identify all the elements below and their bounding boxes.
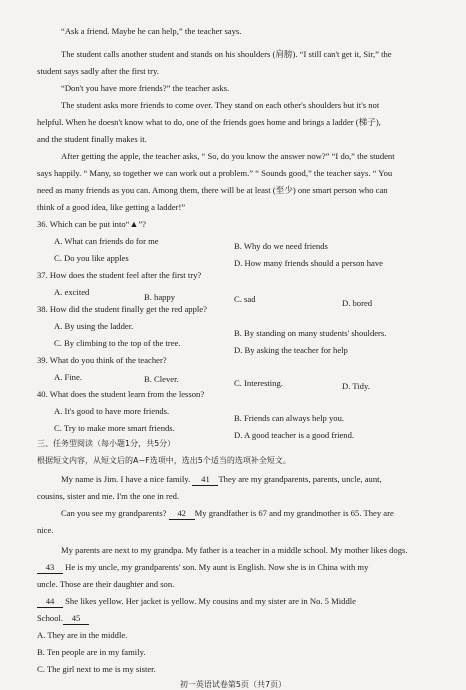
blank-45[interactable]: 45	[63, 613, 89, 625]
passage-line-3: Can you see my grandparents? 42 My grandfather is 67 and my grandmother is 65. They are	[61, 508, 394, 518]
passage-line-2: cousins, sister and me. I'm the one in red.	[37, 491, 180, 501]
story-line-11: think of a good idea, like getting a ladder!”	[37, 202, 186, 212]
story-line-5: The student asks more friends to come over. They stand on each other's shoulders but it's not	[61, 100, 380, 110]
passage-line-4: nice.	[37, 525, 54, 535]
q36-option-a[interactable]: A. What can friends do for me	[54, 236, 159, 246]
passage-line-7: uncle. Those are their daughter and son.	[37, 579, 175, 589]
story-line-10: need as many friends as you can. Among them, there will be at least (至少) one smart person who can	[37, 185, 388, 195]
story-line-8: After getting the apple, the teacher asks, “ So, do you know the answer now?” “I do,” the student	[61, 151, 395, 161]
q40-option-d[interactable]: D. A good teacher is a good friend.	[234, 430, 355, 440]
passage-line-1: My name is Jim. I have a nice family. 41 They are my grandparents, parents, uncle, aunt,	[61, 474, 382, 484]
q38-option-a[interactable]: A. By using the ladder.	[54, 321, 134, 331]
story-line-9: says happily. “ Many, so together we can work out a problem.” “ Sounds good,” the teacher says. “ You	[37, 168, 393, 178]
q37-option-a[interactable]: A. excited	[54, 287, 90, 297]
blank-43[interactable]: 43	[37, 562, 63, 574]
choice-a: A. They are in the middle.	[37, 630, 128, 640]
q39-stem: 39. What do you think of the teacher?	[37, 355, 167, 365]
passage-line-6: 43 He is my uncle, my grandparents' son. My aunt is English. Now she is in China with my	[37, 562, 368, 574]
choice-c: C. The girl next to me is my sister.	[37, 664, 156, 674]
q36-option-d[interactable]: D. How many friends should a person have	[234, 258, 383, 268]
q37-option-d[interactable]: D. bored	[342, 298, 373, 308]
q40-stem: 40. What does the student learn from the lesson?	[37, 389, 205, 399]
q38-option-d[interactable]: D. By asking the teacher for help	[234, 345, 348, 355]
q36-option-b[interactable]: B. Why do we need friends	[234, 241, 328, 251]
section-heading: 三、任务型阅读（每小题1分，共5分）	[37, 439, 176, 448]
story-line-6: helpful. When he doesn't know what to do, one of the friends goes home and brings a ladder (梯子),	[37, 117, 381, 127]
story-line-2: The student calls another student and stands on his shoulders (肩膀). “I still can't get it, Sir,” the	[61, 49, 392, 59]
q39-option-c[interactable]: C. Interesting.	[234, 378, 283, 388]
q36-stem: 36. Which can be put into“▲”?	[37, 219, 146, 229]
passage-line-8: 44 She likes yellow. Her jacket is yellow. My cousins and my sister are in No. 5 Middle	[37, 596, 356, 608]
q38-option-b[interactable]: B. By standing on many students' shoulders.	[234, 328, 387, 338]
q37-stem: 37. How does the student feel after the first try?	[37, 270, 202, 280]
q36-option-c[interactable]: C. Do you like apples	[54, 253, 129, 263]
blank-41[interactable]: 41	[192, 474, 218, 486]
q38-option-c[interactable]: C. By climbing to the top of the tree.	[54, 338, 181, 348]
blank-42[interactable]: 42	[169, 508, 195, 520]
story-line-7: and the student finally makes it.	[37, 134, 147, 144]
q37-option-b[interactable]: B. happy	[144, 292, 176, 302]
choice-b: B. Ten people are in my family.	[37, 647, 146, 657]
q38-stem: 38. How did the student finally get the red apple?	[37, 304, 207, 314]
q39-option-a[interactable]: A. Fine.	[54, 372, 82, 382]
q39-option-d[interactable]: D. Tidy.	[342, 381, 370, 391]
q40-option-b[interactable]: B. Friends can always help you.	[234, 413, 345, 423]
passage-line-9: School. 45	[37, 613, 89, 625]
q40-option-c[interactable]: C. Try to make more smart friends.	[54, 423, 175, 433]
q37-option-c[interactable]: C. sad	[234, 294, 256, 304]
q40-option-a[interactable]: A. It's good to have more friends.	[54, 406, 170, 416]
section-instruction: 根据短文内容，从短文后的A~F选项中，选出5个适当的选项补全短文。	[37, 456, 291, 465]
story-line-1: “Ask a friend. Maybe he can help,” the teacher says.	[61, 26, 242, 36]
story-line-3: student says sadly after the first try.	[37, 66, 159, 76]
q39-option-b[interactable]: B. Clever.	[144, 374, 179, 384]
blank-triangle-icon: ▲	[129, 219, 139, 229]
blank-44[interactable]: 44	[37, 596, 63, 608]
passage-line-5: My parents are next to my grandpa. My father is a teacher in a middle school. My mother likes dogs.	[61, 545, 408, 555]
story-line-4: “Don't you have more friends?” the teacher asks.	[61, 83, 230, 93]
page-footer: 初一英语试卷第5页（共7页）	[179, 680, 287, 689]
